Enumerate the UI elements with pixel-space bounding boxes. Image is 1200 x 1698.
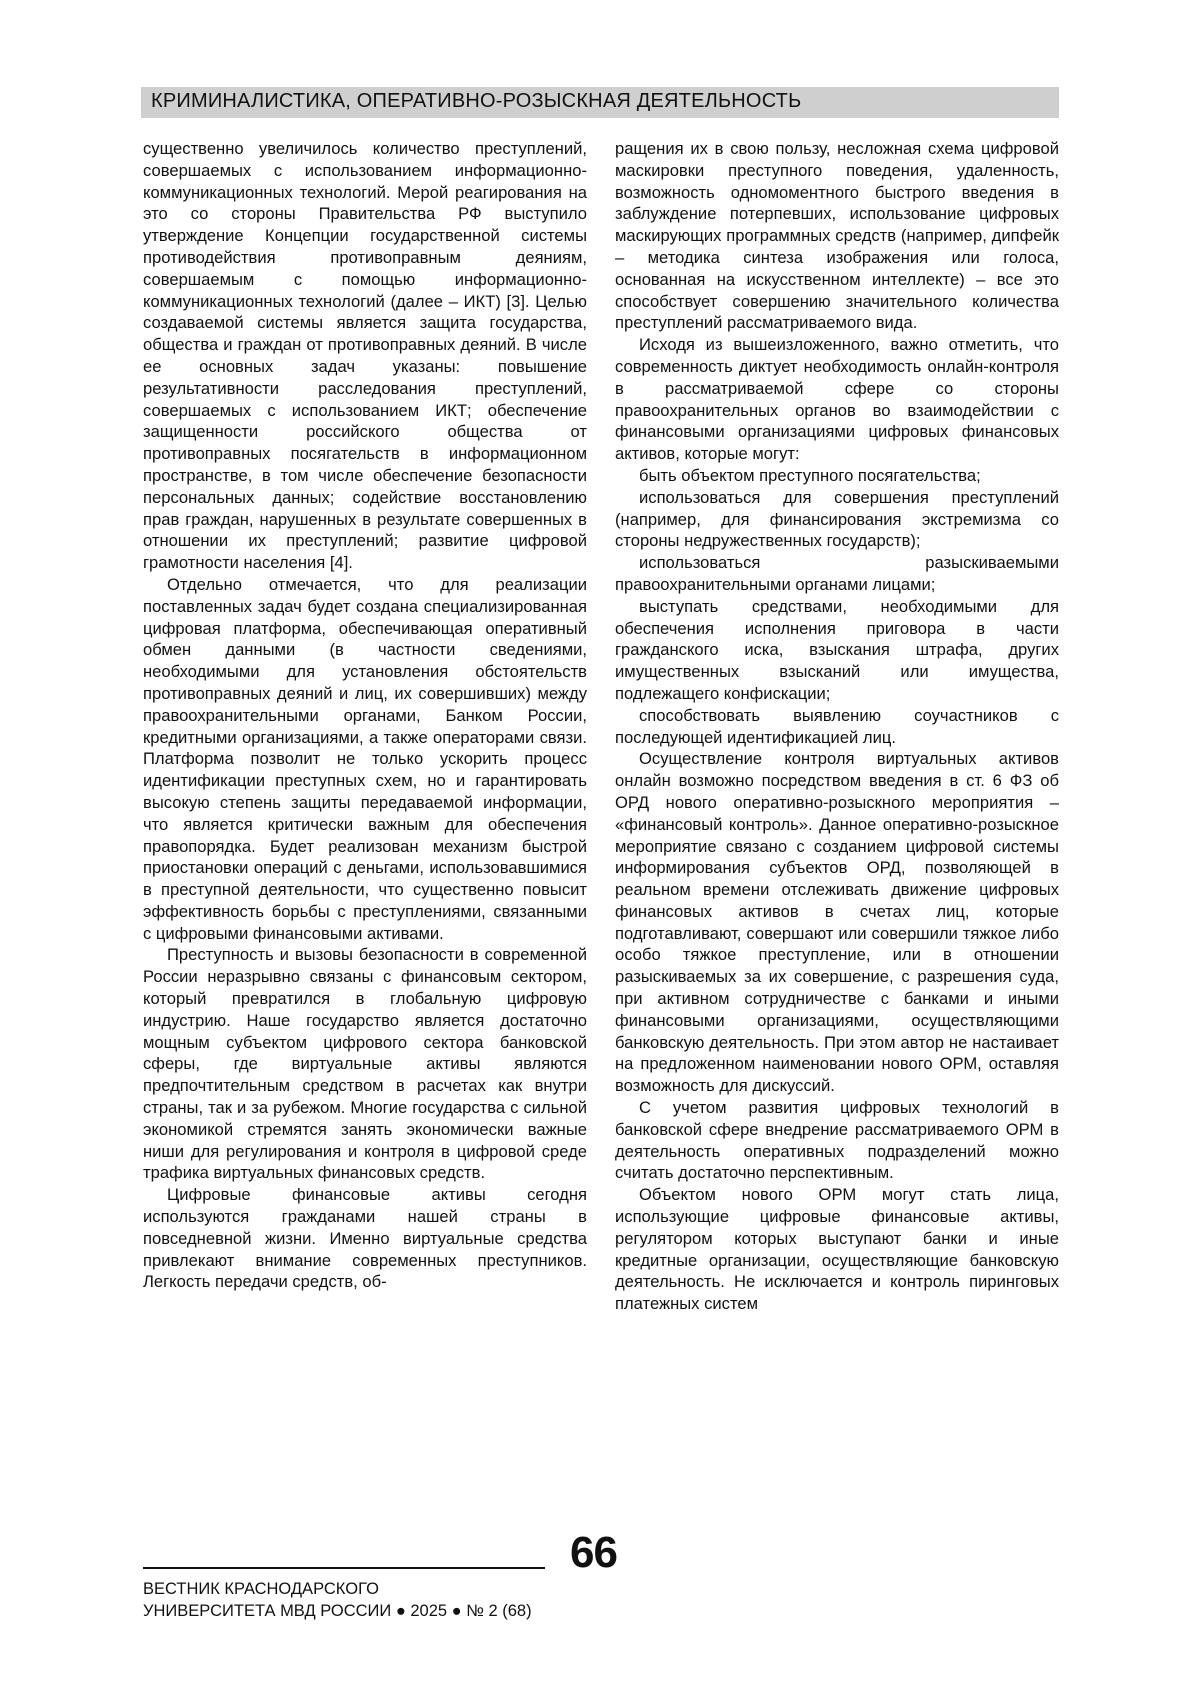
section-title: КРИМИНАЛИСТИКА, ОПЕРАТИВНО-РОЗЫСКНАЯ ДЕЯТЕЛЬНОСТЬ — [151, 90, 802, 112]
right-column — [615, 138, 1059, 1315]
paragraph: Исходя из вышеизложенного, важно отметить, что современность диктует необходимость онлайн-контроля в рассматриваемой сфере со стороны правоохранительных органов во взаимодействии с финансовыми организациями цифровых финансовых активов, которые могут: — [615, 335, 1059, 464]
list-item: использоваться для совершения преступлений (например, для финансирования экстремизма со стороны недружественных государств); — [615, 487, 1059, 551]
list-item: способствовать выявлению соучастников с последующей идентификацией лиц. — [615, 705, 1059, 747]
paragraph: Цифровые финансовые активы сегодня используются гражданами нашей страны в повседневной жизни. Именно виртуальные средства привлекают внимание современных преступников. Легкость передачи средств, об- — [143, 1185, 587, 1292]
paragraph: Преступность и вызовы безопасности в современной России неразрывно связаны с финансовым сектором, который превратился в глобальную цифровую индустрию. Наше государство является достаточно мощным субъектом цифрового сектора банковской сферы, где виртуальные активы являются предпочтительным средством в расчетах как внутри страны, так и за рубежом. Многие государства с сильной экономикой стремятся занять экономически важные ниши для регулирования и контроля в цифровой среде трафика виртуальных финансовых средств. — [143, 945, 587, 1183]
section-header — [141, 87, 1059, 118]
paragraph: Отдельно отмечается, что для реализации поставленных задач будет создана специализированная цифровая платформа, обеспечивающая оперативный обмен данными (в частности сведениями, необходимыми для установления обстоятельств противоправных деяний и лиц, их совершивших) между правоохранительными органами, Банком России, кредитными организациями, а также операторами связи. Платформа позволит не только ускорить процесс идентификации преступных схем, но и гарантировать высокую степень защиты передаваемой информации, что является критически важным для обеспечения правопорядка. Будет реализован механизм быстрой приостановки операций с деньгами, использовавшимися в преступной деятельности, что существенно повысит эффективность борьбы с преступлениями, связанными с цифровыми финансовыми активами. — [143, 574, 587, 943]
paragraph: С учетом развития цифровых технологий в банковской сфере внедрение рассматриваемого ОРМ в деятельность оперативных подразделений можно считать достаточно перспективным. — [615, 1098, 1059, 1183]
journal-title — [143, 1578, 532, 1622]
paragraph: существенно увеличилось количество преступлений, совершаемых с использованием информационно-коммуникационных технологий. Мерой реагирования на это со стороны Правительства РФ выступило утверждение Концепции государственной системы противодействия противоправным деяниям, совершаемым с помощью информационно-коммуникационных технологий (далее – ИКТ) [3]. Целью создаваемой системы является защита государства, общества и граждан от противоправных деяний. В числе ее основных задач указаны: повышение результативности расследования преступлений, совершаемых с использованием ИКТ; обеспечение защищенности российского общества от противоправных посягательств в информационном пространстве, в том числе обеспечение безопасности персональных данных; содействие восстановлению прав граждан, нарушенных в результате совершенных в отношении их преступлений; развитие цифровой грамотности населения [4]. — [143, 139, 587, 573]
list-item: быть объектом преступного посягательства; — [639, 465, 981, 485]
footer-divider — [143, 1567, 545, 1569]
page-number: 66 — [570, 1528, 617, 1577]
list-item: выступать средствами, необходимыми для обеспечения исполнения приговора в части гражданского иска, взыскания штрафа, других имущественных взысканий или имущества, подлежащего конфискации; — [615, 596, 1059, 703]
journal-title-line2: УНИВЕРСИТЕТА МВД РОССИИ ● 2025 ● № 2 (68) — [143, 1602, 532, 1620]
journal-title-line1: ВЕСТНИК КРАСНОДАРСКОГО — [143, 1580, 379, 1598]
list-item: использоваться разыскиваемыми правоохранительными органами лицами; — [615, 553, 1059, 594]
paragraph: Осуществление контроля виртуальных активов онлайн возможно посредством введения в ст. 6 ФЗ об ОРД нового оперативно-розыскного мероприятия – «финансовый контроль». Данное оперативно-розыскное мероприятие связано с созданием цифровой системы информирования субъектов ОРД, позволяющей в реальном времени отслеживать движение цифровых финансовых активов в счетах лиц, которые подготавливают, совершают или совершили тяжкое либо особо тяжкое преступление, или в отношении разыскиваемых за их совершение, с разрешения суда, при активном сотрудничестве с банками и иными финансовыми организациями, осуществляющими банковскую деятельность. При этом автор не настаивает на предложенном наименовании нового ОРМ, оставляя возможность для дискуссий. — [615, 749, 1059, 1096]
paragraph: Объектом нового ОРМ могут стать лица, использующие цифровые финансовые активы, регулятором которых выступают банки и иные кредитные организации, осуществляющие банковскую деятельность. Не исключается и контроль пиринговых платежных систем — [615, 1185, 1059, 1314]
left-column — [143, 138, 587, 1293]
paragraph: ращения их в свою пользу, несложная схема цифровой маскировки преступного поведения, удаленность, возможность одномоментного быстрого введения в заблуждение потерпевших, использование цифровых маскирующих программных средств (например, дипфейк – методика синтеза изображения или голоса, основанная на искусственном интеллекте) – все это способствует совершению значительного количества преступлений рассматриваемого вида. — [615, 139, 1059, 333]
